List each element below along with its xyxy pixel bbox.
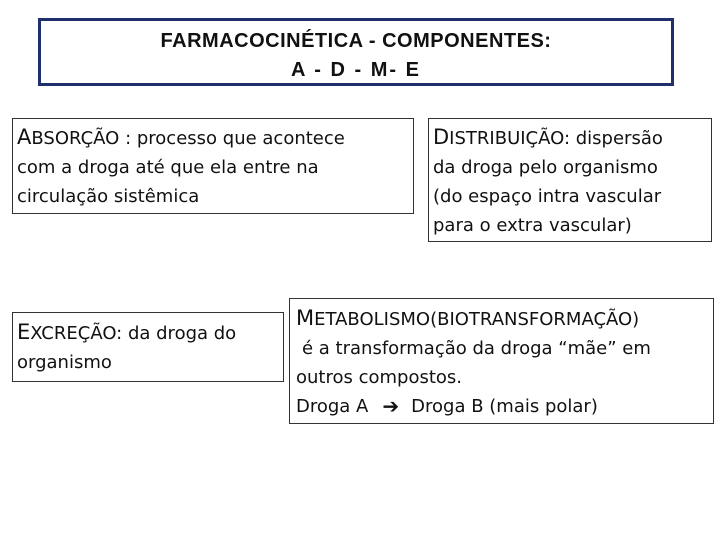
distribuicao-text-2: da droga pelo organismo: [433, 157, 658, 178]
absorcao-line-1: [17, 123, 409, 153]
absorcao-heading: [17, 125, 120, 149]
excrecao-initial: E: [17, 320, 31, 344]
distribuicao-text-1: : dispersão: [563, 128, 663, 149]
distribuicao-text-3: (do espaço intra vascular: [433, 186, 662, 207]
metabolismo-line-1: [296, 304, 709, 334]
title-line-1: FARMACOCINÉTICA - COMPONENTES:: [160, 30, 552, 52]
distribuicao-box: [428, 118, 712, 242]
metabolismo-initial: M: [296, 306, 315, 330]
absorcao-box: [12, 118, 414, 214]
reaction-from: Droga A: [296, 396, 369, 417]
excrecao-box: [12, 312, 284, 382]
metabolismo-reaction: [296, 392, 709, 421]
absorcao-text-1: : processo que acontece: [119, 128, 345, 149]
excrecao-heading-rest: XCREÇÃO: [30, 323, 117, 344]
distribuicao-text-4: para o extra vascular): [433, 215, 632, 236]
absorcao-initial: A: [17, 125, 32, 149]
right-arrow-icon: ➔: [382, 394, 400, 418]
excrecao-text-1: : da droga do: [116, 323, 237, 344]
title-line-2: A - D - M- E: [291, 59, 421, 81]
distribuicao-heading-rest: ISTRIBUIÇÃO: [449, 128, 564, 149]
excrecao-text-2: organismo: [17, 352, 112, 373]
absorcao-text-3: circulação sistêmica: [17, 186, 200, 207]
distribuicao-line-1: [433, 123, 707, 153]
absorcao-text-2: com a droga até que ela entre na: [17, 157, 319, 178]
metabolismo-text-2: outros compostos.: [296, 367, 463, 388]
metabolismo-heading-rest: ETABOLISMO(BIOTRANSFORMAÇÃO): [314, 309, 640, 330]
excrecao-line-1: [17, 318, 279, 348]
distribuicao-initial: D: [433, 125, 450, 149]
excrecao-heading: [17, 320, 117, 344]
distribuicao-heading: [433, 125, 564, 149]
reaction-to: Droga B (mais polar): [411, 396, 598, 417]
metabolismo-box: [289, 298, 714, 424]
absorcao-heading-rest: BSORÇÃO: [31, 128, 120, 149]
metabolismo-text-1: é a transformação da droga “mãe” em: [302, 338, 651, 359]
title-box: [38, 18, 674, 86]
metabolismo-heading: [296, 306, 640, 330]
